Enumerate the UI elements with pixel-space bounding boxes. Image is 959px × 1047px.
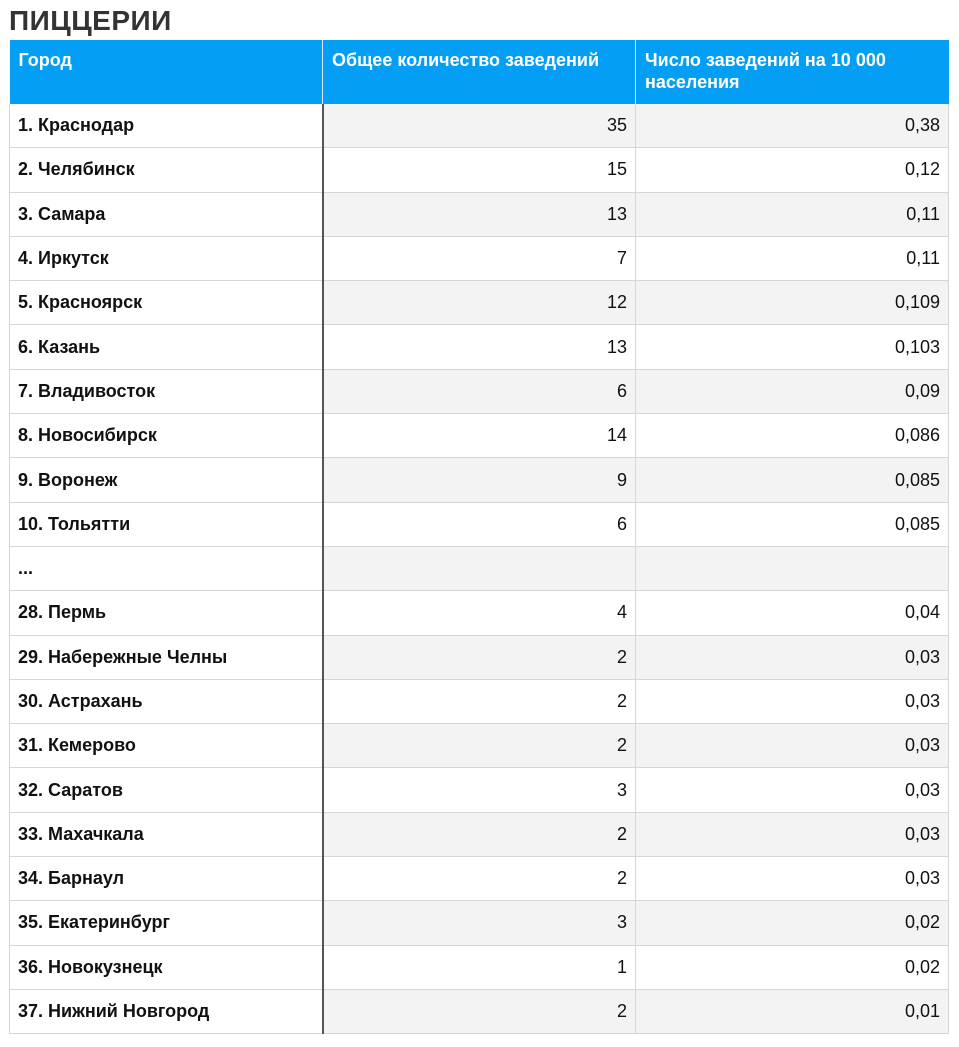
table-row [10,857,949,901]
table-row [10,104,949,148]
table-row [10,945,949,989]
cell-per-10000: 0,03 [636,724,949,768]
table-row [10,369,949,413]
table-row [10,724,949,768]
cell-total-count: 35 [323,104,636,148]
cell-per-10000: 0,03 [636,812,949,856]
cell-total-count: 12 [323,281,636,325]
cell-city: ... [10,546,323,590]
table-row [10,812,949,856]
cell-city: 32. Саратов [10,768,323,812]
table-row [10,546,949,590]
pizzeria-table [9,40,949,1034]
table-header-row [10,40,949,104]
cell-total-count: 3 [323,901,636,945]
cell-total-count: 3 [323,768,636,812]
cell-city: 1. Краснодар [10,104,323,148]
cell-total-count: 4 [323,591,636,635]
cell-total-count: 2 [323,812,636,856]
table-row [10,148,949,192]
column-header-city: Город [10,40,323,104]
cell-city: 36. Новокузнецк [10,945,323,989]
cell-city: 29. Набережные Челны [10,635,323,679]
cell-per-10000: 0,03 [636,679,949,723]
table-row [10,679,949,723]
cell-per-10000: 0,11 [636,236,949,280]
cell-total-count: 6 [323,502,636,546]
table-row [10,768,949,812]
cell-city: 3. Самара [10,192,323,236]
cell-per-10000: 0,085 [636,458,949,502]
cell-per-10000: 0,03 [636,635,949,679]
cell-per-10000: 0,12 [636,148,949,192]
cell-per-10000: 0,03 [636,768,949,812]
table-row [10,236,949,280]
cell-total-count: 2 [323,989,636,1033]
cell-total-count: 1 [323,945,636,989]
cell-total-count [323,546,636,590]
table-row [10,325,949,369]
table-row [10,281,949,325]
cell-total-count: 9 [323,458,636,502]
column-header-per-10000: Число заведений на 10 000 населения [636,40,949,104]
cell-per-10000: 0,09 [636,369,949,413]
cell-city: 35. Екатеринбург [10,901,323,945]
table-row [10,192,949,236]
table-row [10,502,949,546]
cell-city: 33. Махачкала [10,812,323,856]
cell-city: 5. Красноярск [10,281,323,325]
cell-per-10000: 0,109 [636,281,949,325]
cell-city: 34. Барнаул [10,857,323,901]
cell-city: 2. Челябинск [10,148,323,192]
cell-per-10000: 0,01 [636,989,949,1033]
table-row [10,901,949,945]
column-header-total-count: Общее количество заведений [323,40,636,104]
cell-city: 28. Пермь [10,591,323,635]
cell-city: 6. Казань [10,325,323,369]
cell-city: 7. Владивосток [10,369,323,413]
cell-city: 31. Кемерово [10,724,323,768]
cell-total-count: 6 [323,369,636,413]
table-row [10,414,949,458]
cell-city: 30. Астрахань [10,679,323,723]
cell-city: 9. Воронеж [10,458,323,502]
page-title: ПИЦЦЕРИИ [9,5,172,36]
cell-total-count: 2 [323,635,636,679]
table-row [10,989,949,1033]
cell-total-count: 7 [323,236,636,280]
table-row [10,635,949,679]
cell-total-count: 13 [323,192,636,236]
cell-total-count: 2 [323,679,636,723]
table-body [10,104,949,1034]
cell-total-count: 13 [323,325,636,369]
cell-total-count: 14 [323,414,636,458]
cell-per-10000: 0,103 [636,325,949,369]
cell-total-count: 15 [323,148,636,192]
cell-total-count: 2 [323,724,636,768]
cell-city: 8. Новосибирск [10,414,323,458]
table-row [10,458,949,502]
table-row [10,591,949,635]
cell-total-count: 2 [323,857,636,901]
cell-per-10000: 0,085 [636,502,949,546]
cell-city: 37. Нижний Новгород [10,989,323,1033]
cell-per-10000: 0,04 [636,591,949,635]
cell-per-10000: 0,03 [636,857,949,901]
cell-per-10000: 0,086 [636,414,949,458]
cell-per-10000: 0,38 [636,104,949,148]
cell-per-10000 [636,546,949,590]
cell-city: 10. Тольятти [10,502,323,546]
cell-per-10000: 0,02 [636,945,949,989]
cell-per-10000: 0,02 [636,901,949,945]
cell-city: 4. Иркутск [10,236,323,280]
cell-per-10000: 0,11 [636,192,949,236]
